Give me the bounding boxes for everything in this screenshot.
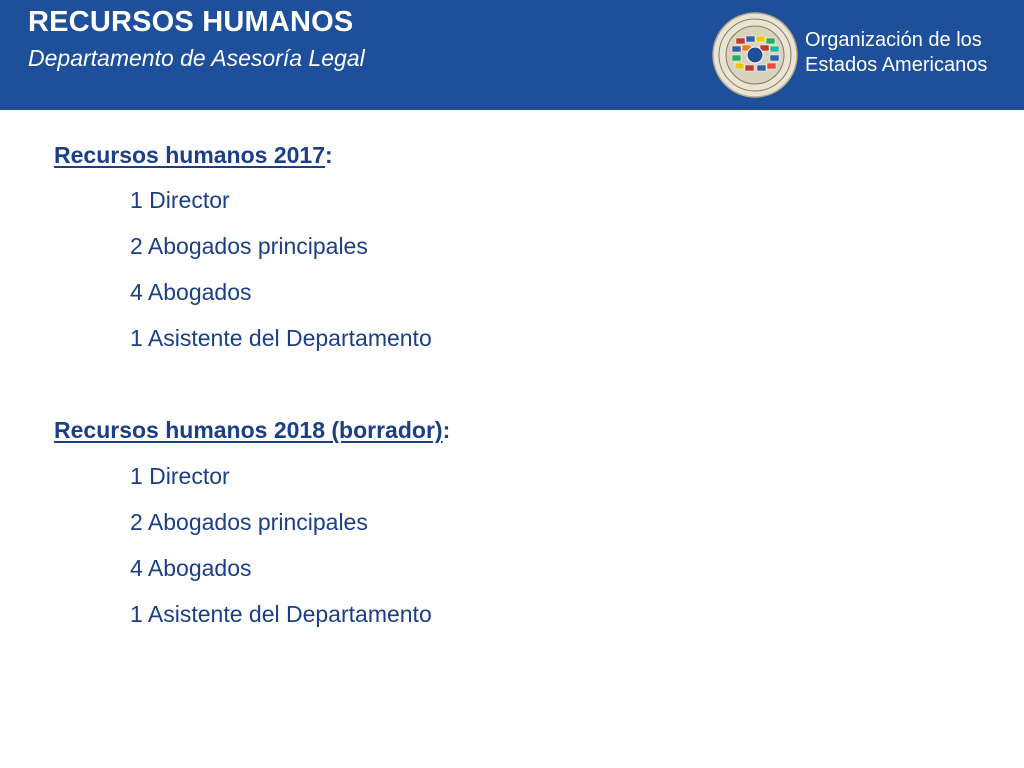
list-item: 4 Abogados [130, 279, 252, 305]
slide-body [0, 110, 1024, 768]
slide-title: RECURSOS HUMANOS [28, 6, 354, 38]
section-heading-2018-text: Recursos humanos 2018 (borrador) [54, 417, 443, 443]
section-heading-2018 [54, 417, 450, 444]
list-item: 2 Abogados principales [130, 233, 368, 259]
section-heading-2017-text: Recursos humanos 2017 [54, 142, 326, 168]
list-item: 2 Abogados principales [130, 509, 368, 535]
oas-seal-icon [712, 12, 798, 98]
org-name-line-1: Organización de los [805, 29, 982, 51]
section-heading-2017-colon: : [325, 142, 333, 168]
list-item: 1 Asistente del Departamento [130, 325, 432, 351]
organization-name [805, 28, 987, 78]
section-heading-2017 [54, 142, 333, 169]
list-item: 1 Asistente del Departamento [130, 601, 432, 627]
slide-subtitle: Departamento de Asesoría Legal [28, 45, 365, 71]
list-item: 1 Director [130, 187, 230, 213]
list-item: 1 Director [130, 463, 230, 489]
org-name-line-2: Estados Americanos [805, 54, 988, 76]
section-heading-2018-colon: : [442, 417, 451, 443]
list-item: 4 Abogados [130, 555, 252, 581]
organization-logo [712, 12, 1012, 98]
slide-header [0, 0, 1024, 110]
